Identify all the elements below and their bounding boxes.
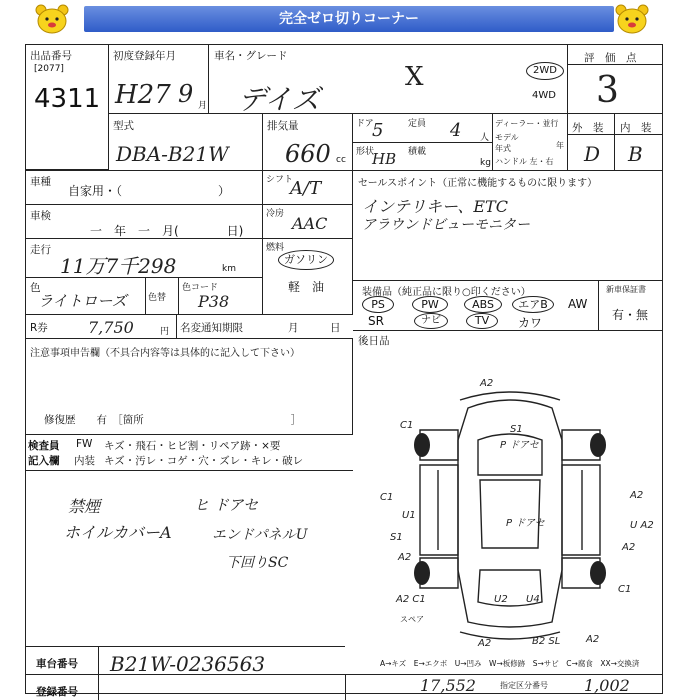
lot-number: 4311 <box>34 84 101 114</box>
lot-sub: [2077] <box>34 64 64 74</box>
note-nonsmoking: 禁煙 <box>68 497 101 516</box>
damage-legend: A→キズ E→エクボ U→凹み W→板修跡 S→サビ C→腐食 XX→交換済 <box>380 659 640 668</box>
sales-points-label: セールスポイント（正常に機能するものに限ります） <box>358 178 598 189</box>
equip-tv: TV <box>466 313 498 329</box>
capacity-label: 定員 <box>408 119 427 129</box>
ac-label: 冷房 <box>266 209 285 219</box>
damage-mark: S1 <box>510 424 523 435</box>
drive-4wd: 4WD <box>532 90 556 101</box>
bear-mascot-icon <box>32 2 72 36</box>
dealer-label: ディーラー・並行 <box>495 119 559 128</box>
car-name-label: 車名・グレード <box>214 50 288 62</box>
drive-2wd: 2WD <box>526 62 564 80</box>
name-change-value: 月 日 <box>288 322 341 334</box>
shape-label: 形状 <box>356 147 375 157</box>
after-items-label: 後日品 <box>358 335 390 347</box>
equip-aw: AW <box>568 297 588 311</box>
color-code-label: 色コード <box>182 283 219 293</box>
equip-leather: カワ <box>518 316 543 330</box>
equipment-label: 装備品（純正品に限り○印ください） <box>362 287 531 298</box>
fuel-label: 燃料 <box>266 243 285 253</box>
damage-mark: A2 <box>398 552 412 563</box>
damage-mark: C1 <box>400 420 414 431</box>
load-label: 積載 <box>408 147 427 157</box>
equip-ps: PS <box>362 296 394 313</box>
damage-mark: P ドアセ <box>506 518 545 529</box>
color-code-value: P38 <box>198 292 230 311</box>
ac-value: AAC <box>292 214 328 233</box>
note-door: ヒ ドアセ <box>194 496 259 514</box>
first-reg-year: H27 <box>115 80 171 110</box>
shift-label: シフト <box>266 175 294 185</box>
first-reg-month: 9 <box>178 80 194 108</box>
handle-label: ハンドル 左・右 <box>495 157 554 166</box>
capacity-unit: 人 <box>480 133 490 143</box>
model-year-label: モデル年式 <box>495 133 519 153</box>
ext-label: 外 装 <box>572 122 604 134</box>
equip-sr: SR <box>368 314 384 328</box>
damage-mark: U2 <box>494 594 508 605</box>
bear-mascot-icon <box>612 2 652 36</box>
vehicle-type-value: 自家用・（ ） <box>68 184 231 198</box>
recycle-label: R券 <box>30 322 48 334</box>
damage-mark: B2 SL <box>532 636 561 647</box>
mileage-value: 11万7千298 <box>60 254 177 278</box>
damage-mark: C1 <box>618 584 632 595</box>
equip-pw: PW <box>412 296 448 313</box>
fw-items: キズ・飛石・ヒビ割・リペア跡・×要 <box>104 440 281 452</box>
month-unit: 月 <box>198 101 208 111</box>
displacement-label: 排気量 <box>267 120 299 132</box>
spare-label: スペア <box>400 615 424 624</box>
mascot-left <box>32 2 72 40</box>
interior-label: 内装 <box>74 455 95 467</box>
lot-label: 出品番号 <box>30 50 72 62</box>
displacement-unit: cc <box>336 155 346 165</box>
recycle-value: 7,750 <box>88 318 134 337</box>
color-value: ライトローズ <box>38 292 127 310</box>
inspector-label: 検査員 <box>28 440 60 452</box>
inspector-label-2: 記入欄 <box>28 455 60 467</box>
designation-value: 1,002 <box>584 676 630 695</box>
fw-label: FW <box>76 438 93 450</box>
damage-mark: A2 C1 <box>396 594 426 605</box>
damage-mark: A2 <box>586 634 600 645</box>
shift-value: A/T <box>290 178 322 199</box>
registration-col-a: 17,552 <box>420 676 476 695</box>
notes-label: 注意事項申告欄（不具合内容等は具体的に記入して下さい） <box>30 348 300 359</box>
displacement-value: 660 <box>285 140 331 168</box>
damage-mark: A2 <box>622 542 636 553</box>
damage-mark: U A2 <box>630 520 654 531</box>
damage-mark: A2 <box>630 490 644 501</box>
equip-airbag: エアB <box>512 296 554 313</box>
warranty-value: 有・無 <box>612 308 649 322</box>
damage-mark: C1 <box>380 492 394 503</box>
equip-abs: ABS <box>464 296 502 313</box>
model-label: 型式 <box>113 120 134 132</box>
equip-navi: ナビ <box>414 313 448 329</box>
note-underbody: 下回りSC <box>226 555 289 571</box>
score-value: 3 <box>596 70 619 111</box>
inspection-value: 一 年 一 月( 日) <box>90 224 244 238</box>
shape-value: HB <box>372 150 397 168</box>
fuel-diesel: 軽 油 <box>288 280 325 294</box>
mileage-unit: km <box>222 264 236 274</box>
damage-mark: U4 <box>526 594 540 605</box>
damage-mark: A2 <box>478 638 492 649</box>
int-value: B <box>628 142 643 166</box>
ext-value: D <box>584 142 601 166</box>
first-reg-label: 初度登録年月 <box>113 50 176 62</box>
damage-marks <box>380 378 654 649</box>
capacity-value: 4 <box>450 120 462 141</box>
note-end-panel: エンドパネルU <box>212 527 308 543</box>
damage-mark: S1 <box>390 532 403 543</box>
wheels <box>414 433 606 585</box>
color-label: 色 <box>30 282 41 294</box>
damage-mark: A2 <box>480 378 494 389</box>
door-label: ドア <box>356 119 374 129</box>
load-unit: kg <box>480 158 491 168</box>
page-title: 完全ゼロ切りコーナー <box>84 6 614 32</box>
designation-label: 指定区分番号 <box>500 681 548 690</box>
interior-items: キズ・汚レ・コゲ・穴・ズレ・キレ・破レ <box>104 455 304 467</box>
mileage-label: 走行 <box>30 244 51 256</box>
sales-points-line1: インテリキー、ETC <box>362 197 508 216</box>
sales-points-line2: アラウンドビューモニター <box>362 217 530 233</box>
repair-history-label: 修復歴 有 ［箇所 ］ <box>44 414 302 426</box>
registration-label: 登録番号 <box>36 686 78 698</box>
chassis-label: 車台番号 <box>36 658 78 670</box>
model-value: DBA-B21W <box>116 142 229 166</box>
inspection-label: 車検 <box>30 210 51 222</box>
car-name: デイズ <box>238 83 320 116</box>
mascot-right <box>612 2 652 40</box>
note-wheel-cover: ホイルカバーA <box>64 523 172 542</box>
model-year-unit: 年 <box>556 141 564 150</box>
chassis-number: B21W-0236563 <box>110 652 266 676</box>
car-damage-diagram <box>360 370 660 660</box>
score-label: 評 価 点 <box>584 52 637 64</box>
damage-mark: P ドアセ <box>500 440 539 451</box>
name-change-label: 名変通知期限 <box>180 322 243 334</box>
color-num-label: 色替 <box>148 293 167 303</box>
int-label: 内 装 <box>620 122 652 134</box>
damage-mark: U1 <box>402 510 416 521</box>
door-value: 5 <box>372 120 384 141</box>
warranty-label: 新車保証書 <box>606 285 646 294</box>
recycle-unit: 円 <box>160 327 170 337</box>
fuel-gasoline: ガソリン <box>278 250 334 270</box>
vehicle-type-label: 車種 <box>30 176 51 188</box>
car-grade: X <box>405 62 424 92</box>
